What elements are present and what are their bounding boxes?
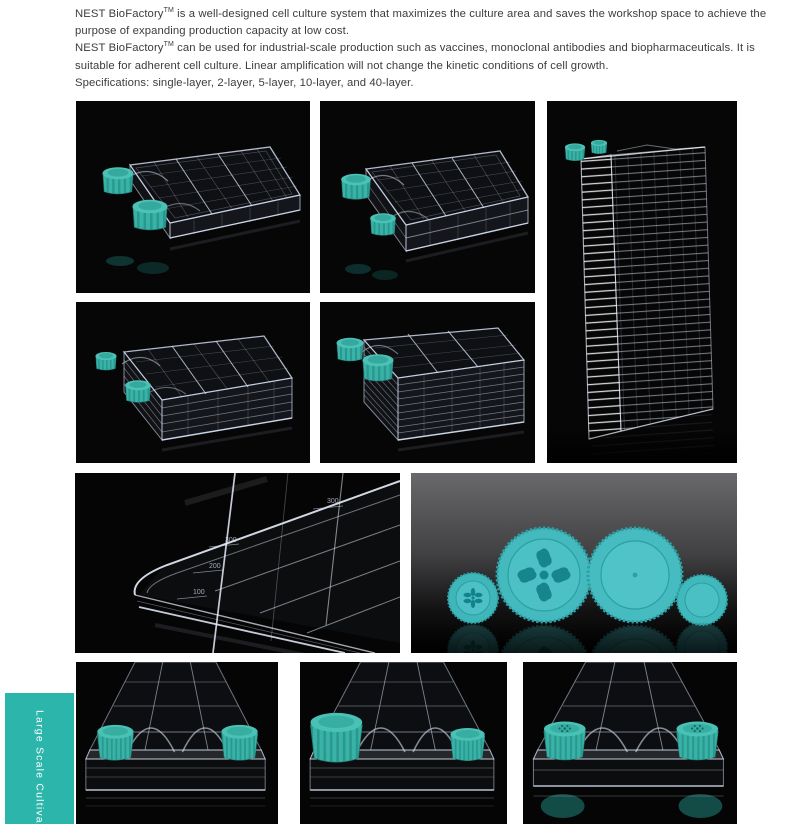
photo-40-layer-tower — [547, 101, 737, 463]
40-layer-tower-illustration — [547, 101, 737, 463]
description-line-2: purpose of expanding production capacity at low cost. — [75, 25, 350, 38]
photo-front-close-up-2 — [300, 662, 507, 824]
large-plain-cap-icon — [588, 528, 682, 622]
photo-2-layer-flask — [320, 101, 535, 293]
trademark-sup: TM — [163, 7, 174, 15]
large-vented-cap-icon — [497, 528, 591, 622]
graduation-label: 300 — [327, 498, 339, 505]
trademark-sup: TM — [163, 41, 174, 49]
graduation-label: 200 — [209, 563, 221, 570]
single-layer-flask-illustration — [76, 101, 310, 293]
graduation-label: 300 — [225, 537, 237, 544]
teal-cap-icon — [97, 725, 133, 760]
description-line-1: NEST BioFactory™ is a well-designed cell culture system that maximizes the culture area and saves the workshop space to achieve the — [75, 7, 767, 20]
teal-cap-icon — [102, 167, 133, 194]
photo-corner-graduations — [75, 473, 400, 653]
front-close-up-illustration — [300, 662, 507, 824]
photo-10-layer-flask — [320, 302, 535, 463]
graduation-label: 100 — [193, 589, 205, 596]
teal-cap-icon — [125, 380, 151, 402]
front-close-up-illustration — [523, 662, 737, 824]
description-line-3: NEST BioFactory™ can be used for industrial-scale production such as vaccines, monoclonal antibodies and biopharmaceuticals. It is — [75, 41, 755, 55]
teal-cap-icon — [591, 140, 607, 154]
vented-caps-illustration — [411, 473, 737, 653]
teal-cap-icon — [95, 352, 116, 370]
teal-cap-icon — [370, 213, 396, 235]
description-line-5: Specifications: single-layer, 2-layer, 5-layer, 10-layer, and 40-layer. — [75, 76, 414, 89]
teal-cap-icon — [362, 354, 393, 381]
photo-single-layer-flask — [76, 101, 310, 293]
teal-cap-icon — [565, 143, 585, 160]
description-line-4: suitable for adherent cell culture. Linear amplification will not change the kinetic conditions of cell growth. — [75, 59, 609, 72]
teal-vented-cap-icon — [544, 722, 586, 761]
photo-front-close-up-1 — [76, 662, 278, 824]
photo-vented-caps — [411, 473, 737, 653]
5-layer-flask-illustration — [76, 302, 310, 463]
2-layer-flask-illustration — [320, 101, 535, 293]
front-close-up-illustration — [76, 662, 278, 824]
product-description — [75, 6, 790, 92]
teal-cap-icon — [450, 728, 484, 761]
teal-cap-icon — [311, 713, 363, 762]
side-tab-large-scale-cultivation — [5, 693, 74, 824]
small-vented-cap-icon — [448, 573, 498, 623]
teal-cap-icon — [132, 200, 167, 230]
teal-vented-cap-icon — [676, 722, 718, 761]
10-layer-flask-illustration — [320, 302, 535, 463]
photo-5-layer-flask — [76, 302, 310, 463]
teal-cap-icon — [341, 174, 371, 200]
corner-close-up-illustration — [75, 473, 400, 653]
photo-front-close-up-3 — [523, 662, 737, 824]
teal-cap-icon — [221, 725, 257, 760]
side-tab-label: Large Scale Cultiva — [33, 710, 46, 824]
teal-cap-icon — [337, 338, 364, 361]
